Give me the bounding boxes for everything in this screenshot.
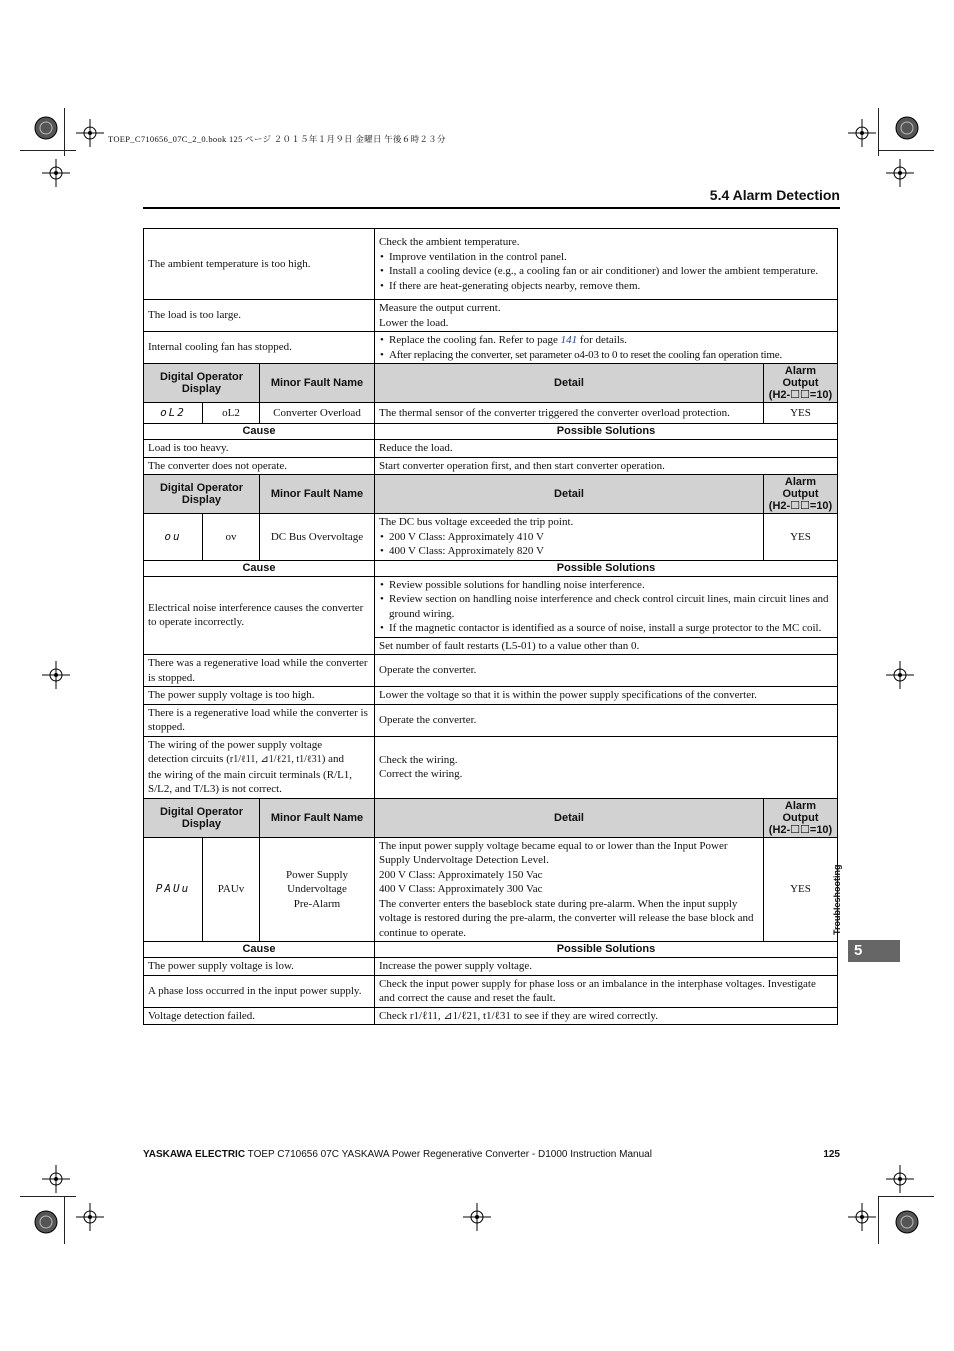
solution-cell [375, 332, 838, 364]
cause-cell: The converter does not operate. [144, 457, 375, 475]
fault-code: ov [203, 514, 260, 561]
crosshair-icon [886, 1165, 914, 1193]
footer-text: TOEP C710656 07C YASKAWA Power Regenerative Converter - D1000 Instruction Manual [245, 1149, 652, 1160]
cause-cell: The wiring of the power supply voltage detection circuits (r1/ℓ11, ⊿1/ℓ21, t1/ℓ31) and the wiring of the main circuit terminals (R/L1, S/L2, and T/L3) is not correct. [144, 736, 375, 798]
crosshair-icon [848, 119, 876, 147]
solution-cell: Check the ambient temperature. • Improve ventilation in the control panel. • Install a cooling device (e.g., a cooling fan or air conditioner) and lower the ambient temperature. • If there are heat-generating objects nearby, remove them. [375, 229, 838, 300]
cause-cell: Internal cooling fan has stopped. [144, 332, 375, 364]
crop-line [878, 150, 934, 151]
crosshair-icon [42, 661, 70, 689]
footer [143, 1149, 652, 1160]
cause-header-row [144, 560, 838, 576]
cause-cell: Voltage detection failed. [144, 1007, 375, 1025]
table-row [144, 576, 838, 637]
header-detail: Detail [375, 798, 764, 837]
list-item: • 400 V Class: Approximately 820 V [379, 544, 759, 559]
page-number: 125 [823, 1149, 840, 1160]
table-row [144, 332, 838, 364]
book-meta: TOEP_C710656_07C_2_0.book 125 ページ ２０１５年１月９日 金曜日 午後６時２３分 [108, 134, 446, 144]
header-name: Minor Fault Name [260, 798, 375, 837]
crosshair-icon [463, 1203, 491, 1231]
side-tab-label: Troubleshooting [832, 864, 842, 935]
solution-cell [375, 576, 838, 637]
solutions-header: Possible Solutions [375, 560, 838, 576]
table-row [144, 736, 838, 798]
list-item: • If there are heat-generating objects nearby, remove them. [379, 279, 833, 294]
table-row [144, 300, 838, 332]
fault-detail: The thermal sensor of the converter triggered the converter overload protection. [375, 403, 764, 424]
crosshair-icon [848, 1203, 876, 1231]
crosshair-icon [886, 661, 914, 689]
header-alarm: Alarm Output (H2-☐☐=10) [764, 798, 838, 837]
solution-cell: Increase the power supply voltage. [375, 958, 838, 976]
solution-cell: Reduce the load. [375, 440, 838, 458]
table-row [144, 457, 838, 475]
list-item: • 200 V Class: Approximately 410 V [379, 530, 759, 545]
alarm-output: YES [764, 837, 838, 942]
solution-cell: Check the wiring. Correct the wiring. [375, 736, 838, 798]
solutions-header: Possible Solutions [375, 942, 838, 958]
cause-cell: The load is too large. [144, 300, 375, 332]
table-header-row [144, 475, 838, 514]
solution-cell: Check r1/ℓ11, ⊿1/ℓ21, t1/ℓ31 to see if they are wired correctly. [375, 1007, 838, 1025]
table-row [144, 704, 838, 736]
table-header-row [144, 798, 838, 837]
registration-mark-icon [893, 114, 921, 142]
table-row [144, 1007, 838, 1025]
header-display: Digital Operator Display [144, 475, 260, 514]
table-row [144, 975, 838, 1007]
cause-cell: A phase loss occurred in the input power supply. [144, 975, 375, 1007]
crop-line [64, 1196, 65, 1244]
list-item: • Install a cooling device (e.g., a cooling fan or air conditioner) and lower the ambient temperature. [379, 264, 833, 279]
table-row [144, 514, 838, 561]
side-tab-number: 5 [848, 940, 900, 962]
list-item: • Review possible solutions for handling noise interference. [379, 578, 833, 593]
list-item: • If the magnetic contactor is identified as a source of noise, install a surge protector to the MC coil. [379, 621, 833, 636]
cause-cell: The power supply voltage is low. [144, 958, 375, 976]
table-header-row [144, 364, 838, 403]
table-row [144, 655, 838, 687]
page-link[interactable]: 141 [560, 334, 578, 346]
registration-mark-icon [32, 1208, 60, 1236]
solution-cell: Operate the converter. [375, 704, 838, 736]
cause-cell: There is a regenerative load while the converter is stopped. [144, 704, 375, 736]
list-item: • Replace the cooling fan. Refer to page 141 for details. [379, 333, 833, 348]
header-detail: Detail [375, 364, 764, 403]
header-display: Digital Operator Display [144, 798, 260, 837]
registration-mark-icon [893, 1208, 921, 1236]
section-title: 5.4 Alarm Detection [709, 187, 840, 203]
crosshair-icon [76, 1203, 104, 1231]
table-row [144, 687, 838, 705]
fault-name: Converter Overload [260, 403, 375, 424]
table-row [144, 958, 838, 976]
lcd-display: ou [144, 514, 203, 561]
fault-code: oL2 [203, 403, 260, 424]
crop-line [20, 1196, 76, 1197]
alarm-table [143, 228, 838, 1025]
crop-line [64, 108, 65, 156]
crop-line [878, 1196, 879, 1244]
header-display: Digital Operator Display [144, 364, 260, 403]
crosshair-icon [42, 159, 70, 187]
cause-header: Cause [144, 560, 375, 576]
crosshair-icon [76, 119, 104, 147]
table-row [144, 837, 838, 942]
table-row [144, 229, 838, 300]
fault-name: Power Supply Undervoltage Pre-Alarm [260, 837, 375, 942]
alarm-output: YES [764, 514, 838, 561]
header-name: Minor Fault Name [260, 475, 375, 514]
crop-line [878, 1196, 934, 1197]
fault-detail: The DC bus voltage exceeded the trip point. • 200 V Class: Approximately 410 V • 400 V Class: Approximately 820 V [375, 514, 764, 561]
lcd-display: oL2 [144, 403, 203, 424]
cause-header-row [144, 942, 838, 958]
table-row [144, 440, 838, 458]
cause-header: Cause [144, 942, 375, 958]
cause-cell: Load is too heavy. [144, 440, 375, 458]
header-alarm: Alarm Output (H2-☐☐=10) [764, 364, 838, 403]
fault-detail: The input power supply voltage became equal to or lower than the Input Power Supply Undervoltage Detection Level. 200 V Class: Approximately 150 Vac 400 V Class: Approximately 300 Vac The converter enters the baseblock state during pre-alarm. When the input supply voltage is restored during the pre-alarm, the converter will release the base block and continue to operate. [375, 837, 764, 942]
crosshair-icon [42, 1165, 70, 1193]
header-name: Minor Fault Name [260, 364, 375, 403]
footer-brand: YASKAWA ELECTRIC [143, 1149, 246, 1160]
solution-cell: Set number of fault restarts (L5-01) to a value other than 0. [375, 637, 838, 655]
solution-cell: Check the input power supply for phase loss or an imbalance in the interphase voltages. Investigate and correct the cause and reset the fault. [375, 975, 838, 1007]
cause-cell: Electrical noise interference causes the converter to operate incorrectly. [144, 576, 375, 655]
lcd-display: PAUu [144, 837, 203, 942]
crosshair-icon [886, 159, 914, 187]
table-row [144, 403, 838, 424]
cause-cell: The ambient temperature is too high. [144, 229, 375, 300]
solution-cell: Start converter operation first, and then start converter operation. [375, 457, 838, 475]
alarm-output: YES [764, 403, 838, 424]
header-alarm: Alarm Output (H2-☐☐=10) [764, 475, 838, 514]
registration-mark-icon [32, 114, 60, 142]
fault-code: PAUv [203, 837, 260, 942]
solutions-header: Possible Solutions [375, 424, 838, 440]
list-item: • After replacing the converter, set parameter o4-03 to 0 to reset the cooling fan operation time. [379, 348, 833, 363]
fault-name: DC Bus Overvoltage [260, 514, 375, 561]
list-item: • Improve ventilation in the control panel. [379, 250, 833, 265]
cause-header: Cause [144, 424, 375, 440]
crop-line [20, 150, 76, 151]
solution-cell: Operate the converter. [375, 655, 838, 687]
solution-cell: Measure the output current. Lower the load. [375, 300, 838, 332]
crop-line [878, 108, 879, 156]
section-rule [143, 207, 840, 209]
solution-cell: Lower the voltage so that it is within the power supply specifications of the converter. [375, 687, 838, 705]
list-item: • Review section on handling noise interference and check control circuit lines, main circuit lines and ground wiring. [379, 592, 833, 621]
header-detail: Detail [375, 475, 764, 514]
cause-header-row [144, 424, 838, 440]
cause-cell: There was a regenerative load while the converter is stopped. [144, 655, 375, 687]
cause-cell: The power supply voltage is too high. [144, 687, 375, 705]
